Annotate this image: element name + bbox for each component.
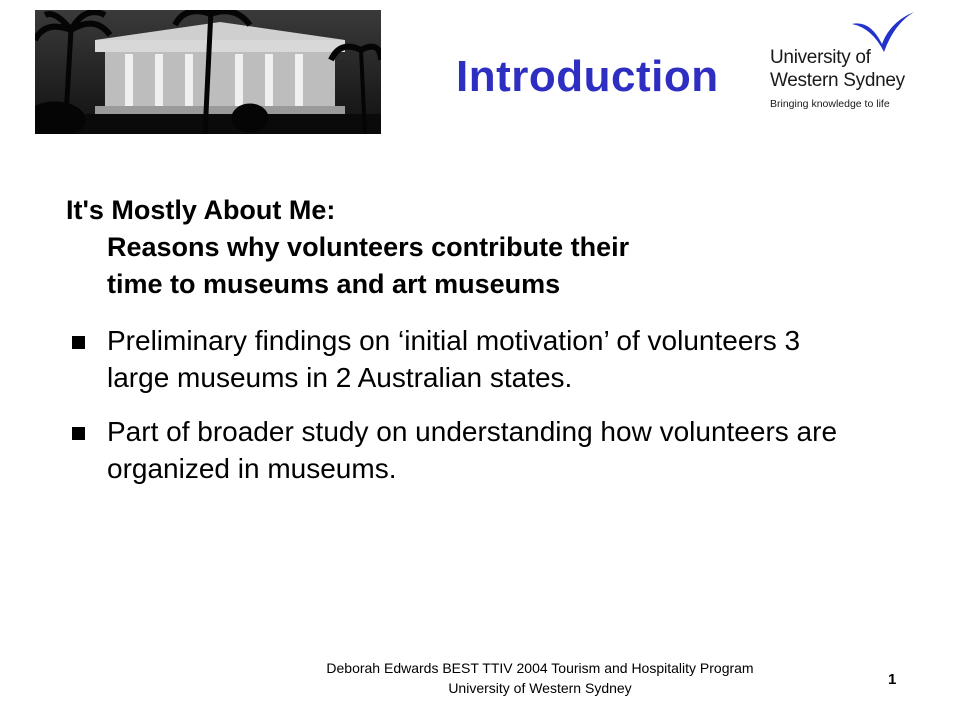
footer-line-2: University of Western Sydney — [448, 680, 632, 696]
slide-title: Introduction — [456, 52, 719, 101]
logo-line-1: University of — [770, 47, 871, 68]
bullet-text: Preliminary findings on ‘initial motivation’ of volunteers 3 large museums in 2 Australian states. — [107, 325, 801, 393]
bullet-text: Part of broader study on understanding how volunteers are organized in museums. — [107, 416, 838, 484]
footer-line-1: Deborah Edwards BEST TTIV 2004 Tourism and Hospitality Program — [326, 660, 754, 676]
square-bullet-icon — [72, 336, 85, 349]
slide-heading — [66, 192, 629, 303]
list-item — [66, 413, 866, 487]
heading-line-2: Reasons why volunteers contribute their — [107, 232, 630, 262]
logo-tagline: Bringing knowledge to life — [770, 98, 890, 110]
footer — [270, 658, 810, 698]
list-item — [66, 322, 866, 396]
square-bullet-icon — [72, 427, 85, 440]
logo-line-2: Western Sydney — [770, 70, 905, 91]
page-number: 1 — [888, 671, 897, 688]
university-logo — [766, 10, 916, 110]
heading-line-1: It's Mostly About Me: — [66, 195, 336, 225]
heading-line-3: time to museums and art museums — [107, 269, 561, 299]
bullet-list — [66, 322, 866, 504]
museum-photo — [35, 10, 381, 134]
